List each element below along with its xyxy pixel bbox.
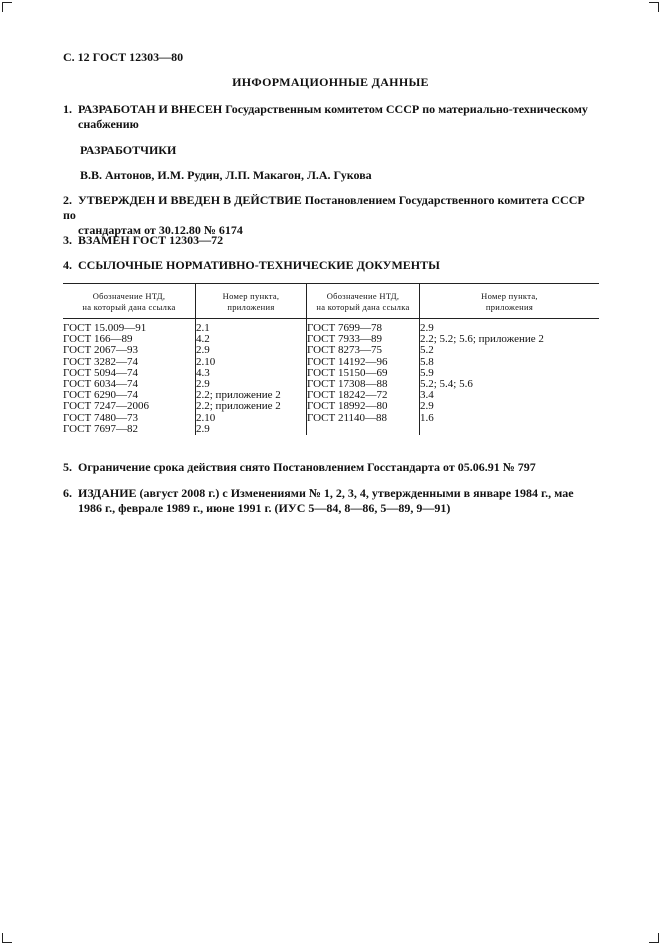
column-header: Номер пункта, приложения	[196, 284, 307, 319]
page-header: С. 12 ГОСТ 12303—80	[63, 50, 184, 64]
section-text-continuation: 1986 г., феврале 1989 г., июне 1991 г. (ИУС 5—84, 8—86, 5—89, 9—91)	[78, 501, 451, 515]
developers-list: В.В. Антонов, И.М. Рудин, Л.П. Макагон, Л.А. Гукова	[80, 168, 372, 182]
section-text: РАЗРАБОТАН И ВНЕСЕН Государственным комитетом СССР по материально-техническому	[78, 102, 588, 116]
section-number: 6.	[63, 486, 72, 500]
section-text: ССЫЛОЧНЫЕ НОРМАТИВНО-ТЕХНИЧЕСКИЕ ДОКУМЕНТЫ	[78, 258, 440, 272]
section-number: 5.	[63, 460, 72, 474]
document-codes-right: ГОСТ 7699—78 ГОСТ 7933—89 ГОСТ 8273—75 ГОСТ 14192—96 ГОСТ 15150—69 ГОСТ 17308—88 ГОСТ 18242—72 ГОСТ 18992—80 ГОСТ 21140—88	[307, 319, 420, 436]
section-2	[63, 193, 600, 238]
corner-mark	[649, 933, 659, 943]
corner-mark	[2, 933, 12, 943]
section-number: 4.	[63, 258, 72, 272]
section-text: ИЗДАНИЕ (август 2008 г.) с Изменениями № 1, 2, 3, 4, утвержденными в январе 1984 г., мае	[78, 486, 574, 500]
section-number: 1.	[63, 102, 72, 116]
page-title: ИНФОРМАЦИОННЫЕ ДАННЫЕ	[232, 75, 429, 89]
section-6	[63, 486, 600, 516]
section-number: 3.	[63, 233, 72, 247]
section-1	[63, 102, 600, 132]
column-header: Обозначение НТД, на который дана ссылка	[63, 284, 196, 319]
column-header: Номер пункта, приложения	[420, 284, 600, 319]
section-text: ВЗАМЕН ГОСТ 12303—72	[78, 233, 224, 247]
table-row	[63, 319, 599, 436]
clause-numbers-left: 2.1 4.2 2.9 2.10 4.3 2.9 2.2; приложение 2 2.2; приложение 2 2.10 2.9	[196, 319, 307, 436]
section-text-continuation: стандартам от 30.12.80 № 6174	[78, 223, 243, 237]
section-4	[63, 258, 600, 273]
section-3	[63, 233, 600, 248]
developers-heading: РАЗРАБОТЧИКИ	[80, 143, 177, 157]
reference-documents-table	[63, 283, 599, 435]
column-header: Обозначение НТД, на который дана ссылка	[307, 284, 420, 319]
corner-mark	[2, 2, 12, 12]
section-text: Ограничение срока действия снято Постановлением Госстандарта от 05.06.91 № 797	[78, 460, 536, 474]
section-number: 2.	[63, 193, 72, 207]
corner-mark	[649, 2, 659, 12]
section-text-continuation: снабжению	[78, 117, 139, 131]
section-5	[63, 460, 600, 475]
table-header-row	[63, 284, 599, 319]
section-text: УТВЕРЖДЕН И ВВЕДЕН В ДЕЙСТВИЕ Постановлением Государственного комитета СССР по	[63, 193, 585, 222]
document-codes-left: ГОСТ 15.009—91 ГОСТ 166—89 ГОСТ 2067—93 ГОСТ 3282—74 ГОСТ 5094—74 ГОСТ 6034—74 ГОСТ 6290—74 ГОСТ 7247—2006 ГОСТ 7480—73 ГОСТ 7697—82	[63, 322, 149, 435]
clause-numbers-right: 2.9 2.2; 5.2; 5.6; приложение 2 5.2 5.8 5.9 5.2; 5.4; 5.6 3.4 2.9 1.6	[420, 319, 600, 436]
